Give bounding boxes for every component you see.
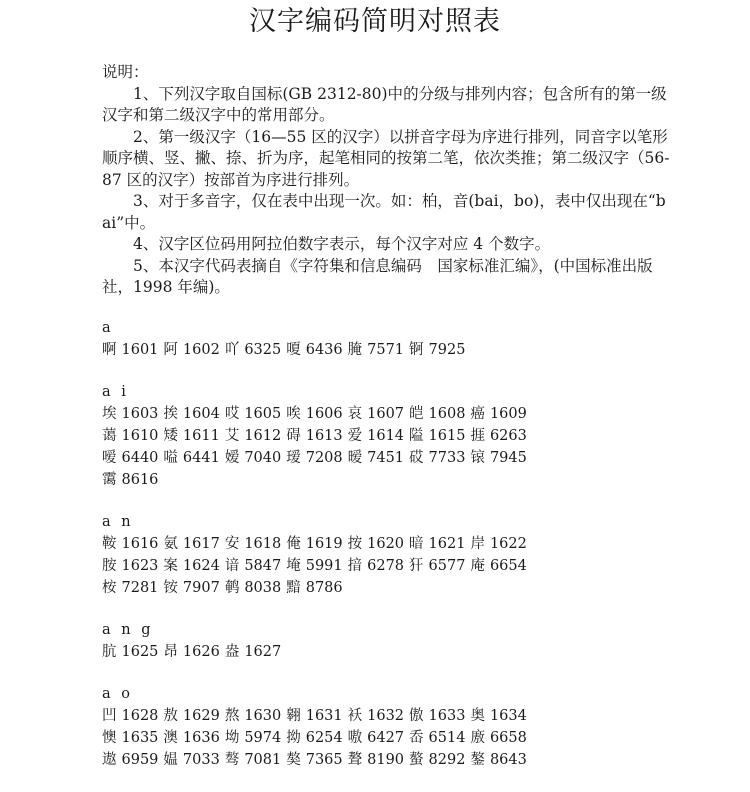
area-position-code: 7081 [244, 752, 282, 768]
hanzi-char: 岸 [470, 536, 485, 552]
code-entry [470, 730, 526, 746]
area-position-code: 6658 [489, 730, 527, 746]
code-entry [286, 708, 342, 724]
hanzi-char: 按 [347, 536, 363, 552]
area-position-code: 1611 [182, 428, 220, 444]
pinyin-section [102, 620, 702, 663]
hanzi-char: 哀 [347, 406, 363, 422]
area-position-code: 1632 [367, 708, 405, 724]
area-position-code: 6514 [428, 730, 466, 746]
code-entry [409, 428, 465, 444]
code-row [102, 447, 702, 469]
hanzi-char: 安 [224, 536, 240, 552]
hanzi-char: 阿 [163, 342, 178, 358]
code-entry [409, 558, 465, 574]
code-entry [470, 536, 526, 552]
intro-paragraph: 4、汉字区位码用阿拉伯数字表示，每个汉字对应 4 个数字。 [133, 235, 551, 253]
area-position-code: 7281 [121, 580, 159, 596]
code-row [102, 469, 702, 491]
code-entry [348, 708, 404, 724]
code-entry [163, 730, 219, 746]
area-position-code: 1627 [244, 644, 282, 660]
code-entry [102, 428, 158, 444]
area-position-code: 5847 [244, 558, 282, 574]
code-row [102, 705, 702, 727]
hanzi-char: 凹 [102, 708, 117, 724]
pinyin-heading: a i [102, 384, 129, 400]
hanzi-char: 啊 [102, 342, 117, 358]
code-entry [409, 342, 465, 358]
hanzi-char: 鹌 [224, 580, 240, 596]
code-entry [409, 752, 465, 768]
area-position-code: 7033 [182, 752, 220, 768]
page-title: 汉字编码简明对照表 [249, 6, 501, 37]
area-position-code: 1606 [305, 406, 343, 422]
code-row [102, 641, 702, 663]
area-position-code: 1609 [489, 406, 527, 422]
code-entry [470, 428, 526, 444]
code-entry [286, 580, 342, 596]
code-entry [102, 708, 158, 724]
area-position-code: 6441 [182, 450, 220, 466]
hanzi-char: 碍 [286, 428, 301, 444]
pinyin-heading: a [102, 320, 114, 336]
hanzi-char: 嗌 [163, 450, 178, 466]
area-position-code: 8038 [244, 580, 282, 596]
area-position-code: 6577 [428, 558, 466, 574]
area-position-code: 1626 [182, 644, 220, 660]
area-position-code: 7907 [182, 580, 220, 596]
hanzi-char: 熬 [224, 708, 240, 724]
area-position-code: 6440 [121, 450, 159, 466]
code-entry [225, 428, 281, 444]
code-entry [102, 536, 158, 552]
code-entry [102, 342, 158, 358]
hanzi-char: 吖 [224, 342, 240, 358]
code-entry [286, 450, 342, 466]
area-position-code: 1620 [367, 536, 405, 552]
code-entry [102, 580, 158, 596]
hanzi-char: 挨 [163, 406, 178, 422]
hanzi-char: 媪 [163, 752, 178, 768]
code-entry [286, 752, 342, 768]
hanzi-char: 桉 [102, 580, 117, 596]
pinyin-code-table [102, 318, 702, 792]
hanzi-char: 铵 [163, 580, 178, 596]
code-entry [102, 644, 158, 660]
pinyin-heading: a n g [102, 622, 154, 638]
hanzi-char: 奥 [470, 708, 485, 724]
code-entry [348, 730, 404, 746]
code-entry [102, 472, 158, 488]
area-position-code: 1608 [428, 406, 466, 422]
code-entry [225, 342, 281, 358]
code-entry [102, 450, 158, 466]
hanzi-char: 矮 [163, 428, 178, 444]
code-entry [225, 536, 281, 552]
hanzi-char: 昂 [163, 644, 178, 660]
area-position-code: 1613 [305, 428, 343, 444]
hanzi-char: 隘 [409, 428, 424, 444]
area-position-code: 5974 [244, 730, 282, 746]
code-entry [163, 752, 219, 768]
area-position-code: 1612 [244, 428, 282, 444]
hanzi-char: 砹 [409, 450, 424, 466]
hanzi-char: 聱 [347, 752, 363, 768]
hanzi-char: 犴 [409, 558, 424, 574]
code-entry [409, 450, 465, 466]
code-entry [225, 730, 281, 746]
hanzi-char: 肮 [102, 644, 117, 660]
hanzi-char: 爱 [347, 428, 363, 444]
area-position-code: 1636 [182, 730, 220, 746]
hanzi-char: 锿 [470, 450, 485, 466]
hanzi-char: 拗 [286, 730, 301, 746]
intro-paragraph: 2、第一级汉字（16—55 区的汉字）以拼音字母为序进行排列，同音字以笔形顺序横、竖、撇、捺、折为序，起笔相同的按第二笔，依次类推；第二级汉字（56-87 区的汉字）按部首为序进行排列。 [102, 127, 670, 189]
area-position-code: 1604 [182, 406, 220, 422]
area-position-code: 1616 [121, 536, 159, 552]
code-entry [225, 450, 281, 466]
area-position-code: 1633 [428, 708, 466, 724]
code-entry [470, 752, 526, 768]
hanzi-char: 庵 [470, 558, 485, 574]
code-entry [225, 644, 281, 660]
area-position-code: 7040 [244, 450, 282, 466]
code-row [102, 577, 702, 599]
area-position-code: 1628 [121, 708, 159, 724]
hanzi-char: 盎 [224, 644, 240, 660]
hanzi-char: 霭 [102, 472, 117, 488]
hanzi-char: 骜 [224, 752, 240, 768]
hanzi-char: 暧 [347, 450, 363, 466]
code-row [102, 533, 702, 555]
code-entry [163, 406, 219, 422]
code-entry [409, 406, 465, 422]
area-position-code: 1630 [244, 708, 282, 724]
code-entry [163, 580, 219, 596]
area-position-code: 6278 [367, 558, 405, 574]
pinyin-heading: a n [102, 514, 134, 530]
area-position-code: 7451 [367, 450, 405, 466]
area-position-code: 1618 [244, 536, 282, 552]
hanzi-char: 癌 [470, 406, 485, 422]
intro-paragraph: 5、本汉字代码表摘自《字符集和信息编码 国家标准汇编》，(中国标准出版社，1998 年编)。 [102, 256, 653, 296]
hanzi-char: 鞍 [102, 536, 117, 552]
code-row [102, 749, 702, 771]
hanzi-char: 埯 [286, 558, 301, 574]
code-entry [163, 536, 219, 552]
area-position-code: 1601 [121, 342, 159, 358]
intro-paragraph: 1、下列汉字取自国标(GB 2312-80)中的分级与排列内容；包含所有的第一级汉字和第二级汉字中的常用部分。 [102, 84, 667, 124]
code-entry [286, 342, 342, 358]
area-position-code: 1607 [367, 406, 405, 422]
intro-notes [102, 62, 674, 299]
code-entry [470, 406, 526, 422]
area-position-code: 6263 [489, 428, 527, 444]
pinyin-heading: a o [102, 686, 133, 702]
hanzi-char: 谙 [224, 558, 240, 574]
code-entry [348, 342, 404, 358]
code-entry [470, 558, 526, 574]
pinyin-section [102, 382, 702, 491]
hanzi-char: 胺 [102, 558, 117, 574]
code-entry [409, 708, 465, 724]
hanzi-char: 鏊 [470, 752, 485, 768]
code-entry [470, 708, 526, 724]
hanzi-char: 坳 [224, 730, 240, 746]
code-entry [286, 536, 342, 552]
code-entry [286, 406, 342, 422]
area-position-code: 1614 [367, 428, 405, 444]
code-entry [163, 708, 219, 724]
code-entry [163, 644, 219, 660]
area-position-code: 7925 [428, 342, 466, 358]
code-entry [409, 536, 465, 552]
code-entry [470, 450, 526, 466]
area-position-code: 5991 [305, 558, 343, 574]
code-entry [409, 730, 465, 746]
hanzi-char: 暗 [409, 536, 424, 552]
hanzi-char: 腌 [347, 342, 363, 358]
code-entry [163, 428, 219, 444]
code-entry [102, 752, 158, 768]
area-position-code: 1635 [121, 730, 159, 746]
hanzi-char: 螯 [409, 752, 424, 768]
area-position-code: 1610 [121, 428, 159, 444]
code-entry [163, 558, 219, 574]
code-row [102, 339, 702, 361]
code-entry [348, 428, 404, 444]
area-position-code: 1602 [182, 342, 220, 358]
code-row [102, 403, 702, 425]
area-position-code: 6427 [367, 730, 405, 746]
code-entry [286, 428, 342, 444]
hanzi-char: 翱 [286, 708, 301, 724]
hanzi-char: 嗳 [102, 450, 117, 466]
hanzi-char: 懊 [102, 730, 117, 746]
hanzi-char: 嫒 [224, 450, 240, 466]
hanzi-char: 氨 [163, 536, 178, 552]
area-position-code: 8190 [367, 752, 405, 768]
area-position-code: 7208 [305, 450, 343, 466]
hanzi-char: 敖 [163, 708, 178, 724]
area-position-code: 1621 [428, 536, 466, 552]
area-position-code: 1605 [244, 406, 282, 422]
code-entry [225, 406, 281, 422]
hanzi-char: 锕 [409, 342, 424, 358]
hanzi-char: 揞 [347, 558, 363, 574]
code-entry [348, 406, 404, 422]
code-entry [102, 730, 158, 746]
area-position-code: 1629 [182, 708, 220, 724]
hanzi-char: 傲 [409, 708, 424, 724]
area-position-code: 1624 [182, 558, 220, 574]
code-entry [348, 536, 404, 552]
area-position-code: 7733 [428, 450, 466, 466]
code-row [102, 727, 702, 749]
area-position-code: 1623 [121, 558, 159, 574]
code-entry [286, 558, 342, 574]
hanzi-char: 艾 [224, 428, 240, 444]
area-position-code: 1634 [489, 708, 527, 724]
code-entry [102, 406, 158, 422]
area-position-code: 1619 [305, 536, 343, 552]
pinyin-section [102, 684, 702, 771]
area-position-code: 7945 [489, 450, 527, 466]
hanzi-char: 黯 [286, 580, 301, 596]
hanzi-char: 瑷 [286, 450, 301, 466]
hanzi-char: 遨 [102, 752, 117, 768]
area-position-code: 7365 [305, 752, 343, 768]
code-entry [348, 558, 404, 574]
code-entry [225, 708, 281, 724]
hanzi-char: 捱 [470, 428, 485, 444]
area-position-code: 1622 [489, 536, 527, 552]
area-position-code: 8616 [121, 472, 159, 488]
area-position-code: 1603 [121, 406, 159, 422]
hanzi-char: 嗷 [347, 730, 363, 746]
hanzi-char: 案 [163, 558, 178, 574]
code-entry [163, 450, 219, 466]
area-position-code: 1625 [121, 644, 159, 660]
code-row [102, 425, 702, 447]
hanzi-char: 澳 [163, 730, 178, 746]
area-position-code: 6959 [121, 752, 159, 768]
code-row [102, 555, 702, 577]
hanzi-char: 皑 [409, 406, 424, 422]
code-entry [102, 558, 158, 574]
hanzi-char: 埃 [102, 406, 117, 422]
pinyin-section [102, 318, 702, 361]
hanzi-char: 哎 [224, 406, 240, 422]
code-entry [225, 580, 281, 596]
hanzi-char: 嗄 [286, 342, 301, 358]
code-entry [286, 730, 342, 746]
hanzi-char: 俺 [286, 536, 301, 552]
hanzi-char: 蔼 [102, 428, 117, 444]
area-position-code: 6325 [244, 342, 282, 358]
area-position-code: 8292 [428, 752, 466, 768]
code-entry [163, 342, 219, 358]
intro-paragraph: 3、对于多音字，仅在表中出现一次。如：柏，音(bai，bo)，表中仅出现在“bai”中。 [102, 192, 666, 232]
area-position-code: 1617 [182, 536, 220, 552]
code-entry [225, 558, 281, 574]
area-position-code: 7571 [367, 342, 405, 358]
pinyin-section [102, 512, 702, 599]
area-position-code: 6254 [305, 730, 343, 746]
area-position-code: 1615 [428, 428, 466, 444]
code-entry [348, 450, 404, 466]
hanzi-char: 岙 [409, 730, 424, 746]
code-entry [348, 752, 404, 768]
intro-label: 说明： [102, 63, 149, 81]
hanzi-char: 廒 [470, 730, 485, 746]
hanzi-char: 袄 [347, 708, 363, 724]
code-entry [225, 752, 281, 768]
area-position-code: 6654 [489, 558, 527, 574]
area-position-code: 1631 [305, 708, 343, 724]
hanzi-char: 獒 [286, 752, 301, 768]
hanzi-char: 唉 [286, 406, 301, 422]
area-position-code: 6436 [305, 342, 343, 358]
area-position-code: 8643 [489, 752, 527, 768]
area-position-code: 8786 [305, 580, 343, 596]
